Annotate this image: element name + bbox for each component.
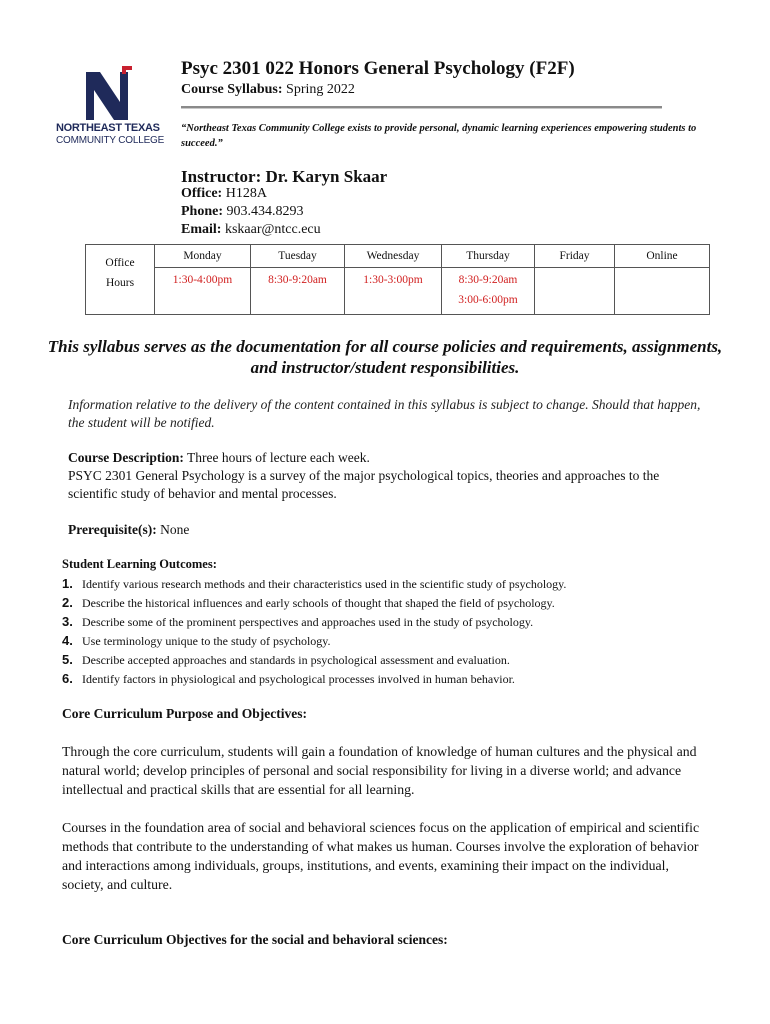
syllabus-label: Course Syllabus: xyxy=(181,82,283,97)
email-line xyxy=(181,222,321,238)
outcome-number: 3. xyxy=(62,614,73,629)
phone-label: Phone: xyxy=(181,204,223,219)
course-description-hours-value: Three hours of lecture each week. xyxy=(183,450,370,465)
office-label-line2: Hours xyxy=(105,277,135,289)
time-wednesday: 1:30-3:00pm xyxy=(345,268,442,315)
time-monday: 1:30-4:00pm xyxy=(155,268,251,315)
course-description-hours xyxy=(68,449,708,467)
list-item xyxy=(62,574,566,593)
outcomes-list xyxy=(62,574,566,688)
time-thursday-extra: 3:00-6:00pm xyxy=(458,294,518,306)
list-item xyxy=(62,631,566,650)
outcome-text: Describe some of the prominent perspectives and approaches used in the study of psychology. xyxy=(82,615,534,629)
day-online: Online xyxy=(615,245,710,268)
office-line xyxy=(181,186,267,202)
outcome-text: Identify factors in physiological and psychological processes involved in human behavior. xyxy=(82,672,515,686)
outcome-text: Describe the historical influences and early schools of thought that shaped the field of psychology. xyxy=(82,596,555,610)
email-label: Email: xyxy=(181,222,222,237)
outcome-text: Describe accepted approaches and standards in psychological assessment and evaluation. xyxy=(82,653,510,667)
syllabus-term xyxy=(181,82,355,98)
outcome-number: 5. xyxy=(62,652,73,667)
course-description-text: PSYC 2301 General Psychology is a survey of the major psychological topics, theories and approaches to the scientific study of behavior and mental processes. xyxy=(68,468,660,501)
prerequisites xyxy=(68,521,708,539)
time-thursday: 8:30-9:20am xyxy=(458,274,518,286)
logo-text-line2: COMMUNITY COLLEGE xyxy=(56,135,165,146)
outcomes-heading: Student Learning Outcomes: xyxy=(62,557,217,571)
mission-statement: “Northeast Texas Community College exists to provide personal, dynamic learning experiences empowering students to succeed.” xyxy=(181,123,697,149)
time-friday xyxy=(535,268,615,315)
time-online xyxy=(615,268,710,315)
core-paragraph-1: Through the core curriculum, students will gain a foundation of knowledge of human cultures and the physical and natural world; develop principles of personal and social responsibility for living in a diverse world; and advance intellectual and practical skills that are essential for all learning. xyxy=(62,744,697,797)
list-item xyxy=(62,669,566,688)
office-hours-label xyxy=(86,245,155,315)
office-hours-table xyxy=(85,244,710,315)
logo-text-line1: NORTHEAST TEXAS xyxy=(56,122,160,134)
course-description-label: Course Description: xyxy=(68,450,184,465)
core-heading: Core Curriculum Purpose and Objectives: xyxy=(62,706,307,721)
outcome-number: 6. xyxy=(62,671,73,686)
outcome-number: 2. xyxy=(62,595,73,610)
list-item xyxy=(62,612,566,631)
email-value: kskaar@ntcc.ecu xyxy=(221,222,321,237)
header-divider xyxy=(181,106,662,109)
outcome-text: Use terminology unique to the study of psychology. xyxy=(82,634,331,648)
day-thursday: Thursday xyxy=(442,245,535,268)
list-item xyxy=(62,650,566,669)
day-tuesday: Tuesday xyxy=(251,245,345,268)
day-wednesday: Wednesday xyxy=(345,245,442,268)
day-monday: Monday xyxy=(155,245,251,268)
prerequisites-label: Prerequisite(s): xyxy=(68,522,157,537)
core-objectives-heading: Core Curriculum Objectives for the social and behavioral sciences: xyxy=(62,932,448,947)
day-friday: Friday xyxy=(535,245,615,268)
office-value: H128A xyxy=(222,186,267,201)
outcome-text: Identify various research methods and their characteristics used in the scientific study of psychology. xyxy=(82,577,567,591)
phone-value: 903.434.8293 xyxy=(223,204,304,219)
course-title: Psyc 2301 022 Honors General Psychology (F2F) xyxy=(181,58,575,79)
prerequisites-value: None xyxy=(156,522,190,537)
office-label: Office: xyxy=(181,186,223,201)
list-item xyxy=(62,593,566,612)
syllabus-term-value: Spring 2022 xyxy=(282,82,355,97)
n-logo-icon xyxy=(56,66,160,122)
syllabus-statement: This syllabus serves as the documentation for all course policies and requirements, assignments, and instructor/student responsibilities. xyxy=(47,337,723,377)
outcome-number: 1. xyxy=(62,576,73,591)
phone-line xyxy=(181,204,304,220)
office-label-line1: Office xyxy=(105,257,135,269)
change-notice: Information relative to the delivery of the content contained in this syllabus is subject to change. Should that happen, the student will be notified. xyxy=(68,397,701,430)
core-paragraph-2: Courses in the foundation area of social and behavioral sciences focus on the application of empirical and scientific methods that contribute to the understanding of what makes us human. Courses involve the exploration of behavior and interactions among individuals, groups, institutions, and events, examining their impact on the individual, society, and culture. xyxy=(62,820,700,892)
time-tuesday: 8:30-9:20am xyxy=(251,268,345,315)
instructor-heading: Instructor: Dr. Karyn Skaar xyxy=(181,167,388,186)
time-thursday-cell xyxy=(442,268,535,315)
outcome-number: 4. xyxy=(62,633,73,648)
